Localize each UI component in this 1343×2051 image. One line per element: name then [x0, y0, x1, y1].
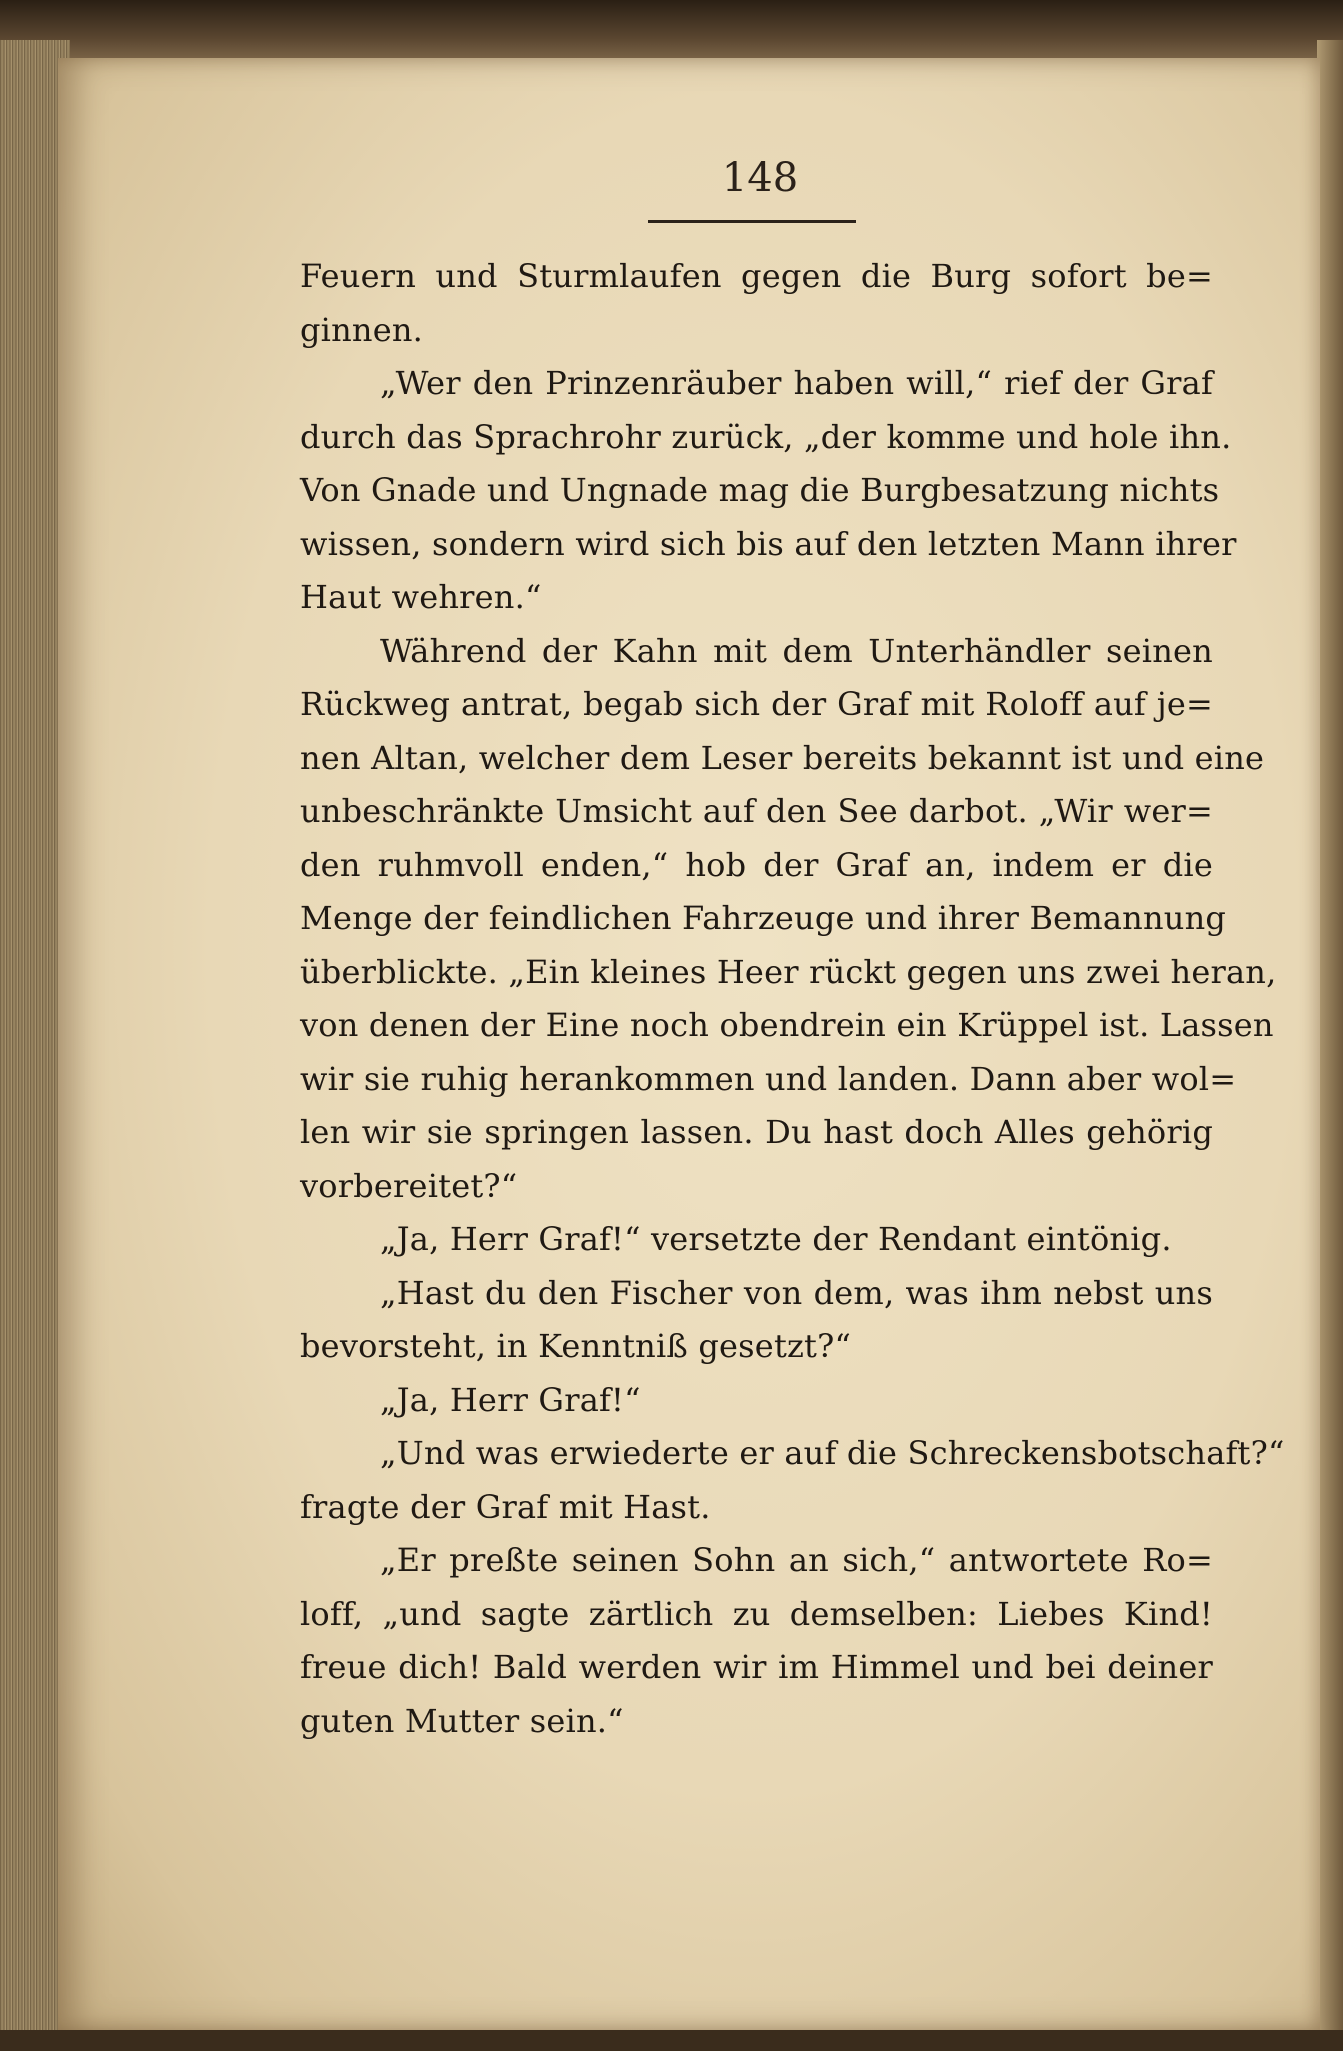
text-line: Von Gnade und Ungnade mag die Burgbesatzung nichts — [300, 471, 1220, 509]
text-line: wir sie ruhig herankommen und landen. Dann aber wol= — [300, 1059, 1237, 1098]
text-line: von denen der Eine noch obendrein ein Krüppel ist. Lassen — [300, 1006, 1274, 1044]
text-line: „Hast du den Fischer von dem, was ihm nebst uns — [380, 1273, 1213, 1312]
text-line: fragte der Graf mit Hast. — [300, 1487, 711, 1526]
text-line: „Ja, Herr Graf!“ versetzte der Rendant eintönig. — [380, 1220, 1172, 1258]
text-line: freue dich! Bald werden wir im Himmel und bei deiner — [300, 1648, 1213, 1686]
text-line: bevorsteht, in Kenntniß gesetzt?“ — [300, 1327, 852, 1365]
book-right-edge — [1317, 40, 1343, 2030]
text-line: wissen, sondern wird sich bis auf den letzten Mann ihrer — [300, 524, 1237, 563]
header-rule — [648, 220, 856, 223]
text-line: den ruhmvoll enden,“ hob der Graf an, indem er die — [300, 845, 1213, 884]
text-line: „Wer den Prinzenräuber haben will,“ rief der Graf — [380, 364, 1213, 402]
text-line: len wir sie springen lassen. Du hast doch Alles gehörig — [300, 1113, 1213, 1151]
text-line: nen Altan, welcher dem Leser bereits bekannt ist und eine — [300, 738, 1265, 777]
text-line: Menge der feindlichen Fahrzeuge und ihrer Bemannung — [300, 899, 1227, 937]
text-line: überblickte. „Ein kleines Heer rückt gegen uns zwei heran, — [300, 952, 1277, 991]
text-line: Rückweg antrat, begab sich der Graf mit Roloff auf je= — [300, 685, 1213, 723]
body-text — [300, 250, 1285, 1748]
text-line: vorbereitet?“ — [300, 1166, 518, 1205]
text-line: ginnen. — [300, 310, 424, 349]
text-line: durch das Sprachrohr zurück, „der komme und hole ihn. — [300, 417, 1232, 456]
text-line: „Ja, Herr Graf!“ — [380, 1380, 641, 1419]
text-line: Während der Kahn mit dem Unterhändler seinen — [380, 631, 1213, 670]
page-number: 148 — [721, 155, 799, 201]
text-line: loff, „und sagte zärtlich zu demselben: Liebes Kind! — [300, 1594, 1213, 1633]
text-line: Feuern und Sturmlaufen gegen die Burg sofort be= — [300, 257, 1213, 295]
text-line: Haut wehren.“ — [300, 578, 542, 616]
text-line: guten Mutter sein.“ — [300, 1701, 624, 1740]
text-line: unbeschränkte Umsicht auf den See darbot. „Wir wer= — [300, 792, 1213, 830]
text-line: „Und was erwiederte er auf die Schreckensbotschaft?“ — [380, 1434, 1285, 1472]
text-line: „Er preßte seinen Sohn an sich,“ antwortete Ro= — [380, 1541, 1213, 1579]
